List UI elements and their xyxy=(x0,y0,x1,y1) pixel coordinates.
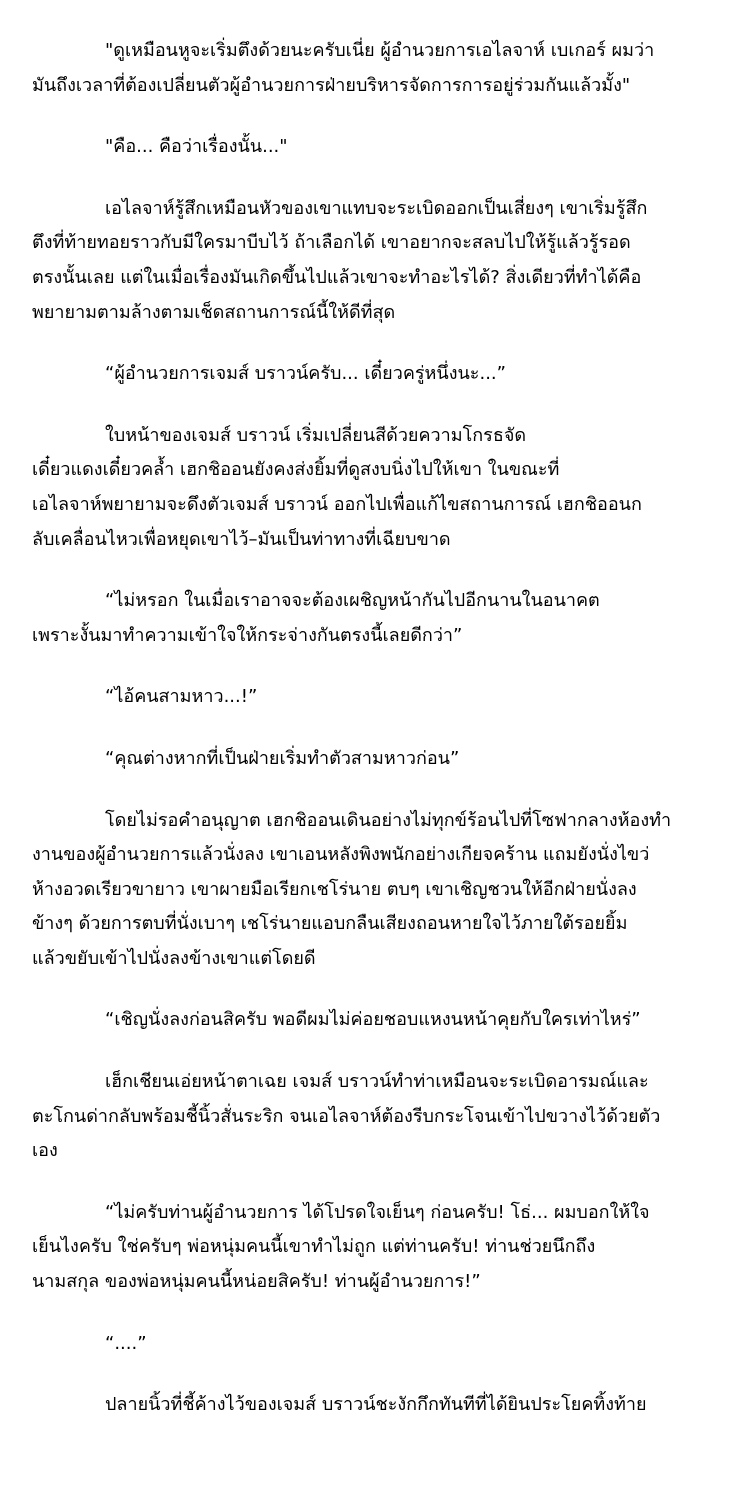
text-line: “ผู้อำนวยการเจมส์ บราวน์ครับ... เดี๋ยวครู่หนึ่งนะ...” xyxy=(105,363,506,385)
text-line: เอง xyxy=(32,1140,58,1162)
paragraph xyxy=(32,192,723,330)
text-line: ห้างอวดเรียวขายาว เขาผายมือเรียกเชโร่นาย ตบๆ เขาเชิญชวนให้อีกฝ่ายนั่งลง xyxy=(32,878,637,900)
text-line: ตรงนั้นเลย แต่ในเมื่อเรื่องมันเกิดขึ้นไปแล้วเขาจะทำอะไรได้? สิ่งเดียวที่ทำได้คือ xyxy=(32,266,642,288)
text-line: ตึงที่ท้ายทอยราวกับมีใครมาบีบไว้ ถ้าเลือกได้ เขาอยากจะสลบไปให้รู้แล้วรู้รอด xyxy=(32,232,631,254)
paragraph xyxy=(32,357,723,392)
paragraph xyxy=(32,742,723,777)
text-line: มันถึงเวลาที่ต้องเปลี่ยนตัวผู้อำนวยการฝ่ายบริหารจัดการการอยู่ร่วมกันแล้วมั้ง" xyxy=(32,74,631,96)
text-line: “ไม่หรอก ในเมื่อเราอาจจะต้องเผชิญหน้ากันไปอีกนานในอนาคต xyxy=(105,590,600,612)
paragraph xyxy=(32,584,723,653)
text-line: “ไม่ครับท่านผู้อำนวยการ ได้โปรดใจเย็นๆ ก่อนครับ! โธ่... ผมบอกให้ใจ xyxy=(105,1201,650,1223)
text-line: ใบหน้าของเจมส์ บราวน์ เริ่มเปลี่ยนสีด้วยความโกรธจัด xyxy=(105,424,527,446)
text-line: ปลายนิ้วที่ชี้ค้างไว้ของเจมส์ บราวน์ชะงักกึกทันทีที่ได้ยินประโยคทิ้งท้าย xyxy=(105,1394,647,1416)
text-line: เอไลจาห์พยายามจะดึงตัวเจมส์ บราวน์ ออกไปเพื่อแก้ไขสถานการณ์ เฮกชิออนก xyxy=(32,493,642,515)
text-line: ตะโกนด่ากลับพร้อมชี้นิ้วสั่นระริก จนเอไลจาห์ต้องรีบกระโจนเข้าไปขวางไว้ด้วยตัว xyxy=(32,1105,661,1127)
text-line: นามสกุล ของพ่อหนุ่มคนนี้หน่อยสิครับ! ท่านผู้อำนวยการ!” xyxy=(32,1271,481,1293)
text-line: “ไอ้คนสามหาว...!” xyxy=(105,686,258,708)
paragraph xyxy=(32,1003,723,1038)
text-line: “เชิญนั่งลงก่อนสิครับ พอดีผมไม่ค่อยชอบแหงนหน้าคุยกับใครเท่าไหร่” xyxy=(105,1009,641,1031)
text-line: “....” xyxy=(105,1332,147,1354)
text-line: แล้วขยับเข้าไปนั่งลงข้างเขาแต่โดยดี xyxy=(32,947,316,969)
paragraph xyxy=(32,130,723,165)
text-line: เพราะงั้นมาทำความเข้าใจให้กระจ่างกันตรงนี้เลยดีกว่า” xyxy=(32,624,463,646)
text-line: "ดูเหมือนหูจะเริ่มตึงด้วยนะครับเนี่ย ผู้อำนวยการเอไลจาห์ เบเกอร์ ผมว่า xyxy=(105,40,655,61)
paragraph xyxy=(32,419,723,557)
paragraph xyxy=(32,680,723,715)
paragraph xyxy=(32,1388,723,1423)
text-line: งานของผู้อำนวยการแล้วนั่งลง เขาเอนหลังพิงพนักอย่างเกียจคร้าน แถมยังนั่งไขว่ xyxy=(32,844,650,866)
text-line: “คุณต่างหากที่เป็นฝ่ายเริ่มทำตัวสามหาวก่อน” xyxy=(105,747,460,769)
text-line: เอไลจาห์รู้สึกเหมือนหัวของเขาแทบจะระเบิดออกเป็นเสี่ยงๆ เขาเริ่มรู้สึก xyxy=(105,197,648,219)
paragraph xyxy=(32,34,723,103)
paragraph xyxy=(32,1065,723,1169)
paragraph xyxy=(32,1327,723,1362)
paragraph xyxy=(32,1196,723,1300)
text-line: ลับเคลื่อนไหวเพื่อหยุดเขาไว้–มันเป็นท่าทางที่เฉียบขาด xyxy=(32,528,451,550)
text-line: "คือ... คือว่าเรื่องนั้น..." xyxy=(105,136,288,158)
text-line: พยายามตามล้างตามเช็ดสถานการณ์นี้ให้ดีที่สุด xyxy=(32,301,396,323)
text-line: ข้างๆ ด้วยการตบที่นั่งเบาๆ เชโร่นายแอบกลืนเสียงถอนหายใจไว้ภายใต้รอยยิ้ม xyxy=(32,913,628,935)
paragraph xyxy=(32,804,723,977)
text-line: เย็นไงครับ ใช่ครับๆ พ่อหนุ่มคนนี้เขาทำไม่ถูก แต่ท่านครับ! ท่านช่วยนึกถึง xyxy=(32,1236,596,1258)
text-line: เฮ็กเชียนเอ่ยหน้าตาเฉย เจมส์ บราวน์ทำท่าเหมือนจะระเบิดอารมณ์และ xyxy=(105,1071,649,1093)
text-line: เดี๋ยวแดงเดี๋ยวคล้ำ เฮกชิออนยังคงส่งยิ้มที่ดูสงบนิ่งไปให้เขา ในขณะที่ xyxy=(32,459,560,481)
text-line: โดยไม่รอคำอนุญาต เฮกชิออนเดินอย่างไม่ทุกข์ร้อนไปที่โซฟากลางห้องทำ xyxy=(105,809,672,831)
